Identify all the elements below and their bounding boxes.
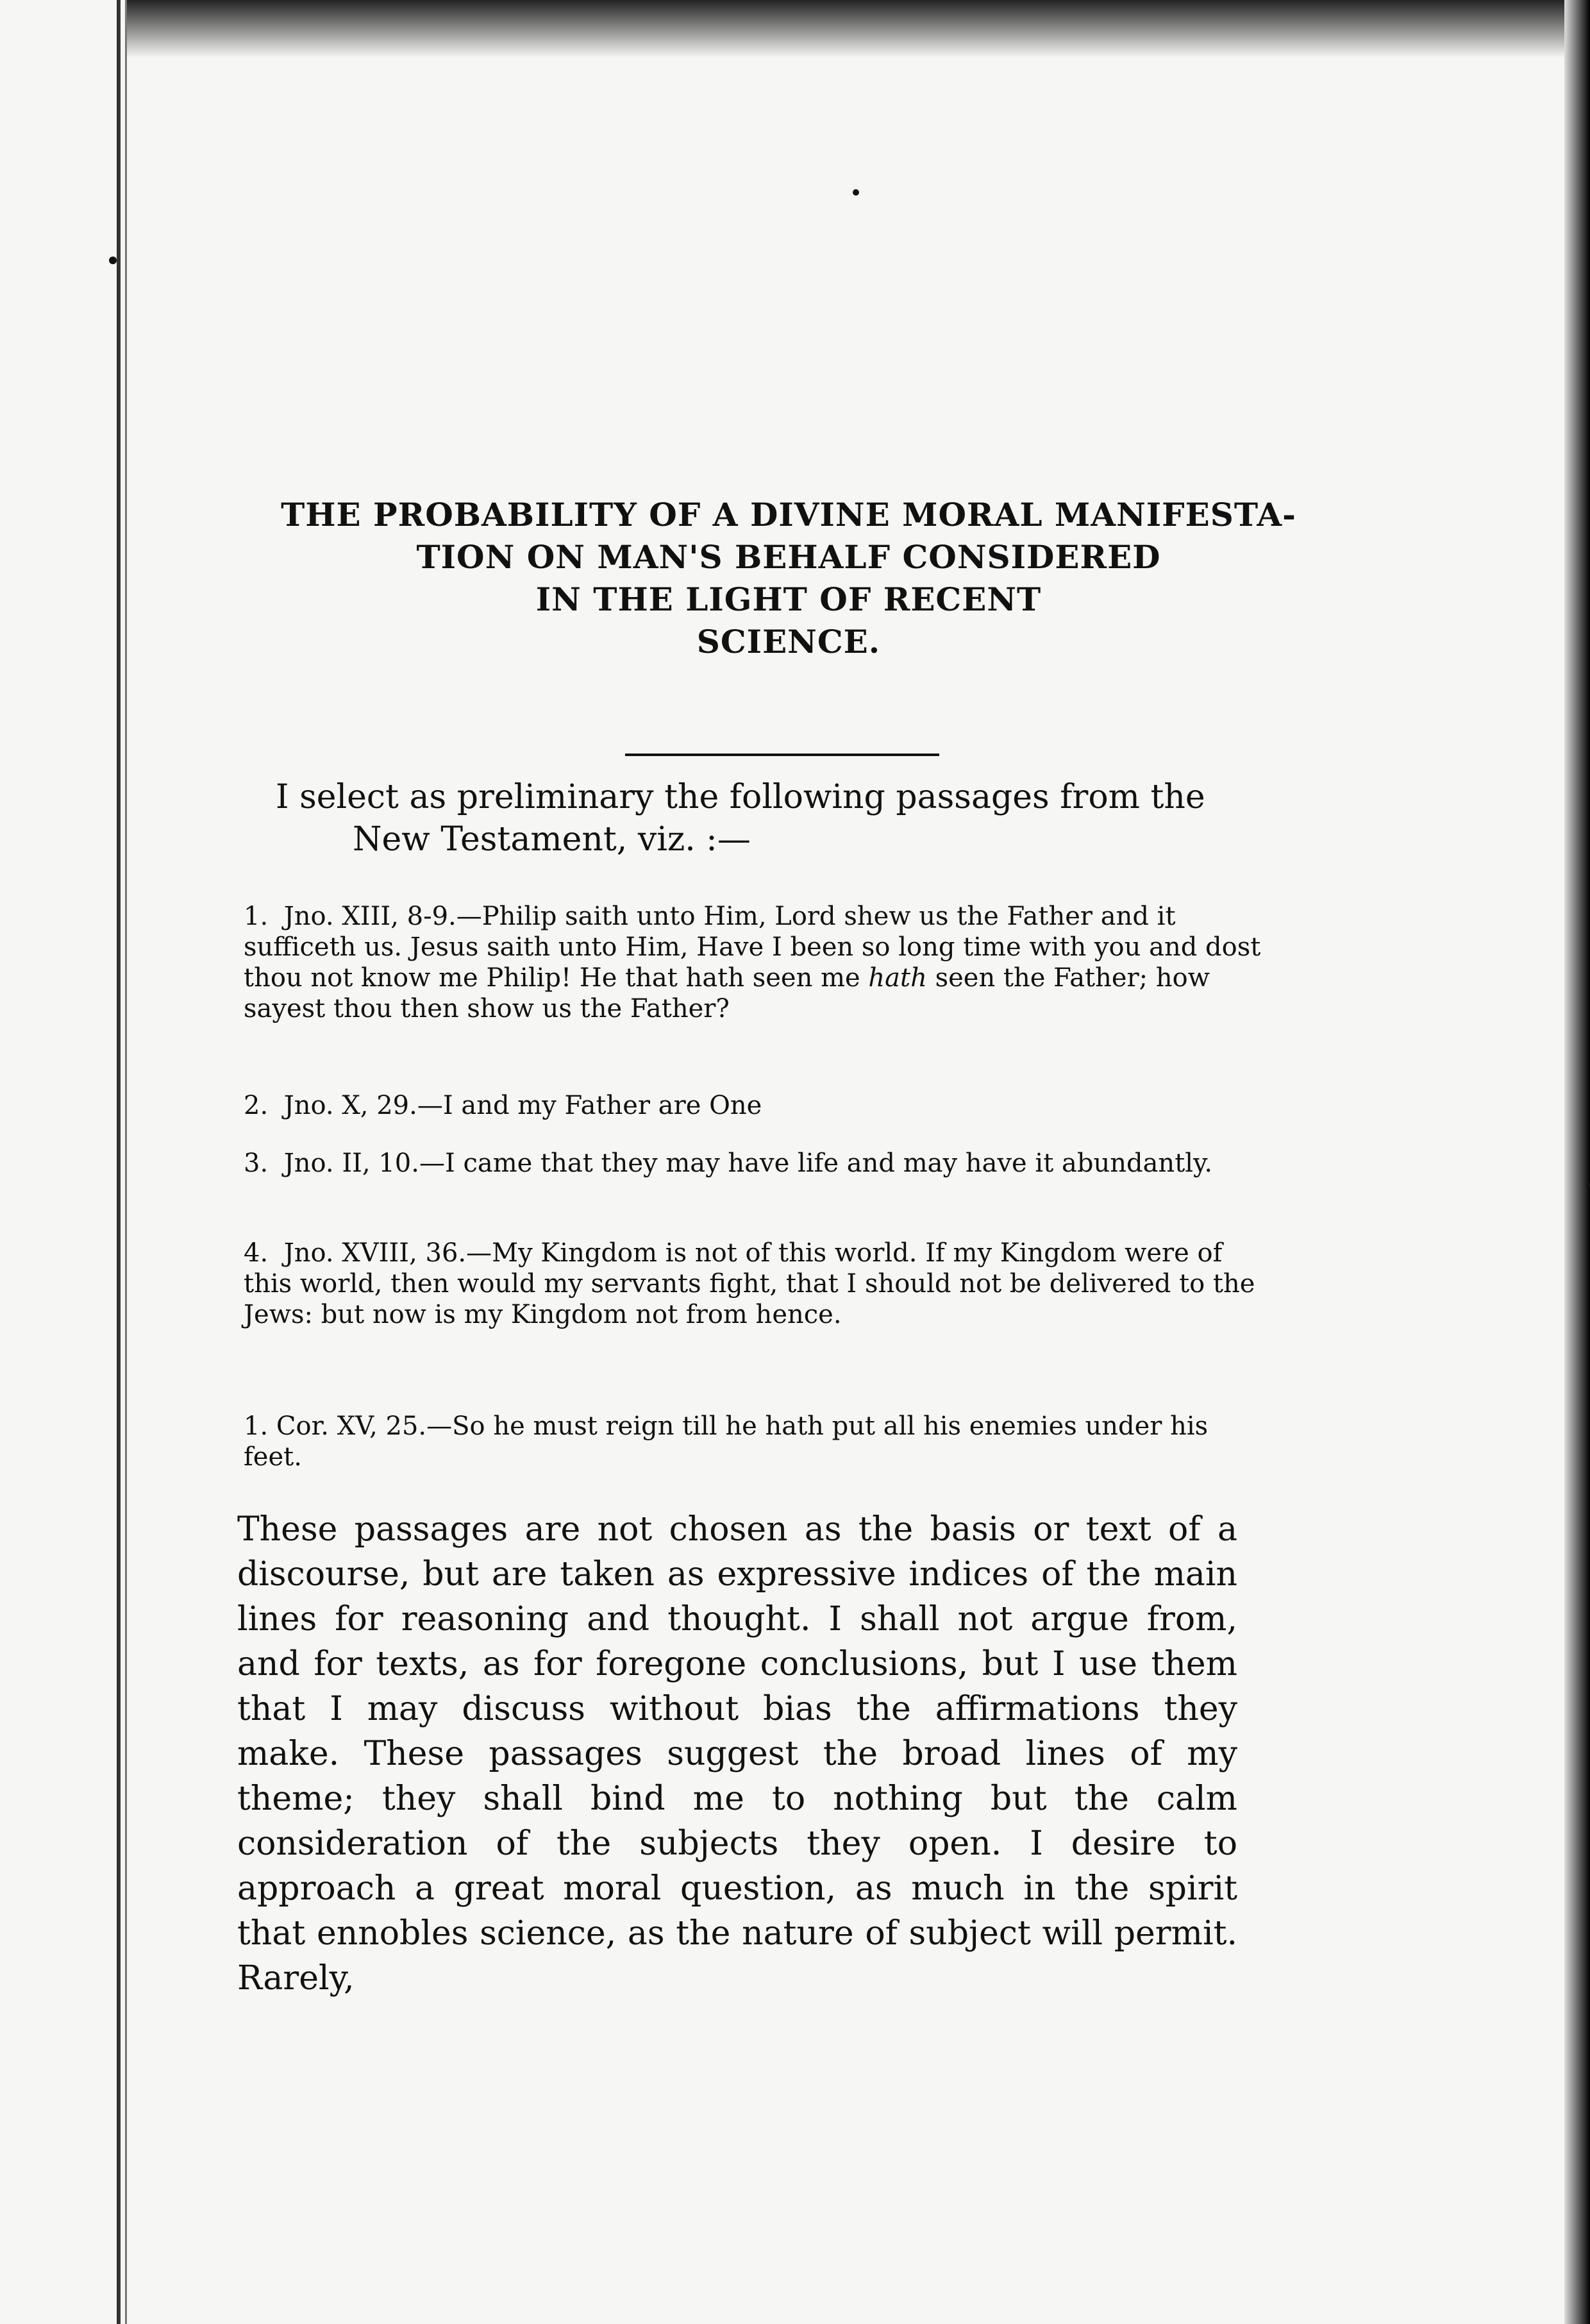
citation-emphasis: hath (868, 963, 927, 993)
citation-text-cont: seen the Father; how sayest thou then show us the Father? (244, 963, 1210, 1023)
citation-text: Jno. X, 29.—I and my Father are One (283, 1091, 762, 1120)
title-line-3: IN THE LIGHT OF RECENT (535, 580, 1042, 618)
speck (853, 189, 859, 196)
citation-item (244, 901, 1269, 1024)
speck (1587, 1183, 1590, 1187)
citation-number: 3. (244, 1149, 269, 1178)
title-line-2: TION ON MAN'S BEHALF CONSIDERED (416, 538, 1161, 576)
citation-number: 1. (244, 1411, 269, 1441)
citation-number: 2. (244, 1091, 269, 1120)
citation-text: Jno. XVIII, 36.—My Kingdom is not of this world. If my Kingdom were of this world, then would my servants fight, that I should not be delivered to the Jews: but now is my Kingdom not from hence. (244, 1238, 1255, 1329)
page-edge-shadow (1564, 0, 1590, 2324)
title-line-4: SCIENCE. (696, 623, 881, 661)
body-paragraph: These passages are not chosen as the basis or text of a discourse, but are taken as expressive indices of the main lines for reasoning and thought. I shall not argue from, and for texts, as for foregone conclusions, but I use them that I may discuss without bias the affirmations they make. These passages suggest the broad lines of my theme; they shall bind me to nothing but the calm consideration of the subjects they open. I desire to approach a great moral question, as much in the spirit that ennobles science, as the nature of subject will permit. Rarely, (237, 1510, 1237, 1998)
speck (109, 257, 117, 264)
citation-item (244, 1411, 1269, 1472)
citation-number: 1. (244, 902, 269, 931)
citation-text: Jno. XIII, 8-9.—Philip saith unto Him, Lord shew us the Father and it sufficeth us. Jesus saith unto Him, Have I been so long time with you and dost thou not know me Philip! He that hath seen me (244, 902, 1261, 993)
title-line-1: THE PROBABILITY OF A DIVINE MORAL MANIFESTA- (281, 496, 1296, 534)
citation-text: Cor. XV, 25.—So he must reign till he hath put all his enemies under his feet. (244, 1411, 1209, 1472)
intro-paragraph (276, 776, 1276, 861)
intro-line-2: New Testament, viz. :— (353, 820, 751, 859)
top-shadow (127, 0, 1576, 58)
gutter-line (117, 0, 121, 2324)
citation-text: Jno. II, 10.—I came that they may have life and may have it abundantly. (283, 1149, 1213, 1178)
page-title (244, 494, 1334, 663)
citation-number: 4. (244, 1238, 269, 1268)
citation-item (244, 1238, 1269, 1330)
citation-item (244, 1090, 1269, 1121)
citation-item (244, 1148, 1269, 1179)
title-rule (625, 754, 939, 756)
gutter-line-inner (125, 0, 127, 2324)
intro-line-1: I select as preliminary the following passages from the (276, 778, 1205, 816)
